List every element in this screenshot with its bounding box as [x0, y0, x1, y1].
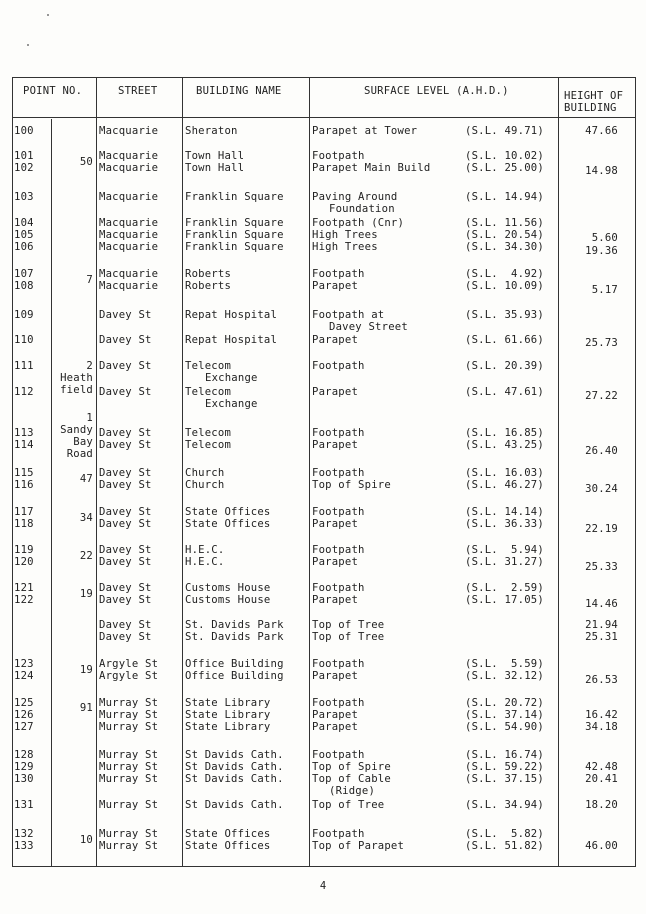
- scan-speck: [47, 14, 49, 16]
- street-name: Argyle St: [99, 670, 159, 682]
- point-number: 121: [14, 582, 34, 594]
- header-surface-level: SURFACE LEVEL (A.H.D.): [364, 85, 509, 97]
- header-building-name: BUILDING NAME: [196, 85, 282, 97]
- street-number: field: [60, 384, 93, 396]
- surface-description: Parapet: [312, 670, 359, 682]
- header-point-no: POINT NO.: [23, 85, 83, 97]
- building-name: Roberts: [185, 280, 232, 292]
- building-height: 5.60: [591, 232, 618, 244]
- street-name: Macquarie: [99, 162, 159, 174]
- point-number: 100: [14, 125, 34, 137]
- street-name: Murray St: [99, 697, 159, 709]
- street-name: Macquarie: [99, 150, 159, 162]
- header-height-line2: BUILDING: [564, 102, 617, 114]
- building-height: 21.94: [585, 619, 618, 631]
- point-number: 122: [14, 594, 34, 606]
- surface-level-value: (S.L. 31.27): [465, 556, 544, 568]
- building-height: 46.00: [585, 840, 618, 852]
- surface-description: Parapet: [312, 594, 359, 606]
- street-name: Davey St: [99, 582, 152, 594]
- street-number: 10: [79, 834, 93, 846]
- building-name: Roberts: [185, 268, 232, 280]
- surface-level-value: (S.L. 10.09): [465, 280, 544, 292]
- surface-description: Parapet: [312, 439, 359, 451]
- surface-description: Top of Spire: [312, 479, 391, 491]
- surface-level-value: (S.L. 35.93): [465, 309, 544, 321]
- street-name: Davey St: [99, 631, 152, 643]
- building-height: 25.33: [585, 561, 618, 573]
- surface-description: Parapet at Tower: [312, 125, 418, 137]
- street-name: Murray St: [99, 761, 159, 773]
- building-name: Church: [185, 479, 225, 491]
- building-name: St Davids Cath.: [185, 761, 284, 773]
- street-name: Macquarie: [99, 241, 159, 253]
- street-name: Davey St: [99, 518, 152, 530]
- column-divider: [12, 77, 13, 867]
- street-name: Murray St: [99, 773, 159, 785]
- surface-level-value: (S.L. 14.14): [465, 506, 544, 518]
- building-name: Franklin Square: [185, 241, 284, 253]
- building-name: Franklin Square: [185, 229, 284, 241]
- point-number: 118: [14, 518, 34, 530]
- street-name: Davey St: [99, 479, 152, 491]
- point-number: 124: [14, 670, 34, 682]
- building-name: H.E.C.: [185, 556, 225, 568]
- surface-level-value: (S.L. 14.94): [465, 191, 544, 203]
- scan-speck: [27, 44, 29, 46]
- street-name: Macquarie: [99, 217, 159, 229]
- surface-level-value: (S.L. 37.14): [465, 709, 544, 721]
- point-number: 104: [14, 217, 34, 229]
- point-number: 114: [14, 439, 34, 451]
- building-height: 18.20: [585, 799, 618, 811]
- column-divider: [558, 77, 559, 867]
- surface-level-value: (S.L. 2.59): [465, 582, 544, 594]
- street-number: 91: [79, 702, 93, 714]
- surface-description: Parapet: [312, 386, 359, 398]
- street-name: Murray St: [99, 840, 159, 852]
- building-height: 27.22: [585, 390, 618, 402]
- point-number: 119: [14, 544, 34, 556]
- surface-level-value: (S.L. 54.90): [465, 721, 544, 733]
- point-number: 112: [14, 386, 34, 398]
- building-name: Telecom: [185, 386, 232, 398]
- street-number: Sandy: [60, 424, 93, 436]
- building-name: State Offices: [185, 506, 271, 518]
- point-number: 101: [14, 150, 34, 162]
- header-bottom-border: [12, 117, 636, 118]
- surface-level-value: (S.L. 20.39): [465, 360, 544, 372]
- street-number: Bay: [73, 436, 93, 448]
- surface-description: Footpath: [312, 544, 365, 556]
- surface-description: Footpath at: [312, 309, 385, 321]
- street-name: Macquarie: [99, 229, 159, 241]
- building-name: St Davids Cath.: [185, 749, 284, 761]
- building-name-continued: Exchange: [205, 398, 258, 410]
- point-number: 113: [14, 427, 34, 439]
- building-name: State Library: [185, 709, 271, 721]
- building-height: 25.31: [585, 631, 618, 643]
- point-number: 129: [14, 761, 34, 773]
- header-height-line1: HEIGHT OF: [564, 90, 624, 102]
- point-number: 116: [14, 479, 34, 491]
- building-name: State Offices: [185, 840, 271, 852]
- street-number: 7: [86, 274, 93, 286]
- building-name: H.E.C.: [185, 544, 225, 556]
- street-name: Davey St: [99, 360, 152, 372]
- surface-level-value: (S.L. 4.92): [465, 268, 544, 280]
- point-number: 133: [14, 840, 34, 852]
- table-bottom-border: [12, 866, 636, 867]
- surface-level-value: (S.L. 46.27): [465, 479, 544, 491]
- building-height: 14.46: [585, 598, 618, 610]
- building-height: 20.41: [585, 773, 618, 785]
- page-number: 4: [319, 880, 327, 892]
- street-name: Davey St: [99, 386, 152, 398]
- building-height: 30.24: [585, 483, 618, 495]
- point-number: 107: [14, 268, 34, 280]
- building-name: State Library: [185, 697, 271, 709]
- street-name: Davey St: [99, 427, 152, 439]
- street-number: 19: [79, 588, 93, 600]
- street-name: Murray St: [99, 749, 159, 761]
- surface-description: Footpath (Cnr): [312, 217, 405, 229]
- street-number: 47: [79, 473, 93, 485]
- building-name-continued: Exchange: [205, 372, 258, 384]
- surface-description: Top of Tree: [312, 799, 385, 811]
- building-name: Church: [185, 467, 225, 479]
- surface-description: Footpath: [312, 697, 365, 709]
- street-number: 22: [79, 550, 93, 562]
- street-name: Davey St: [99, 439, 152, 451]
- column-divider: [182, 77, 183, 867]
- building-name: Office Building: [185, 670, 284, 682]
- surface-level-value: (S.L. 36.33): [465, 518, 544, 530]
- surface-description: Footpath: [312, 268, 365, 280]
- street-name: Davey St: [99, 544, 152, 556]
- street-name: Argyle St: [99, 658, 159, 670]
- column-divider: [309, 77, 310, 867]
- building-name: Sheraton: [185, 125, 238, 137]
- building-name: St Davids Cath.: [185, 773, 284, 785]
- surface-level-value: (S.L. 20.54): [465, 229, 544, 241]
- point-number: 103: [14, 191, 34, 203]
- street-name: Davey St: [99, 556, 152, 568]
- surface-description-continued: Davey Street: [329, 321, 408, 333]
- surface-description: High Trees: [312, 229, 378, 241]
- surface-description: Top of Spire: [312, 761, 391, 773]
- street-name: Macquarie: [99, 191, 159, 203]
- building-name: Franklin Square: [185, 217, 284, 229]
- surface-level-value: (S.L. 10.02): [465, 150, 544, 162]
- street-number: Heath: [60, 372, 93, 384]
- building-name: State Offices: [185, 828, 271, 840]
- street-number: 34: [79, 512, 93, 524]
- surface-level-value: (S.L. 5.94): [465, 544, 544, 556]
- surface-description: Footpath: [312, 749, 365, 761]
- point-number: 123: [14, 658, 34, 670]
- street-name: Davey St: [99, 467, 152, 479]
- street-name: Davey St: [99, 594, 152, 606]
- surface-description: Footpath: [312, 150, 365, 162]
- surface-description: Footpath: [312, 582, 365, 594]
- building-height: 16.42: [585, 709, 618, 721]
- point-number: 125: [14, 697, 34, 709]
- surface-description: Parapet: [312, 709, 359, 721]
- street-name: Macquarie: [99, 280, 159, 292]
- building-name: Repat Hospital: [185, 309, 278, 321]
- street-number: 19: [79, 664, 93, 676]
- surface-description: Parapet: [312, 721, 359, 733]
- street-name: Murray St: [99, 721, 159, 733]
- surface-level-value: (S.L. 16.74): [465, 749, 544, 761]
- point-number: 131: [14, 799, 34, 811]
- surface-description: High Trees: [312, 241, 378, 253]
- surface-level-value: (S.L. 20.72): [465, 697, 544, 709]
- survey-table: [12, 77, 636, 867]
- surface-description: Top of Parapet: [312, 840, 405, 852]
- street-name: Davey St: [99, 619, 152, 631]
- surface-level-value: (S.L. 47.61): [465, 386, 544, 398]
- header-street: STREET: [118, 85, 158, 97]
- point-number: 127: [14, 721, 34, 733]
- surface-level-value: (S.L. 34.94): [465, 799, 544, 811]
- building-height: 19.36: [585, 245, 618, 257]
- building-name: State Offices: [185, 518, 271, 530]
- surface-description-continued: Foundation: [329, 203, 395, 215]
- building-name: St. Davids Park: [185, 631, 284, 643]
- surface-description: Parapet: [312, 518, 359, 530]
- street-name: Macquarie: [99, 268, 159, 280]
- building-height: 47.66: [585, 125, 618, 137]
- surface-level-value: (S.L. 5.59): [465, 658, 544, 670]
- building-name: State Library: [185, 721, 271, 733]
- building-height: 5.17: [591, 284, 618, 296]
- point-number: 132: [14, 828, 34, 840]
- surface-description: Footpath: [312, 828, 365, 840]
- building-name: Town Hall: [185, 162, 245, 174]
- surface-level-value: (S.L. 11.56): [465, 217, 544, 229]
- surface-description-continued: (Ridge): [329, 785, 376, 797]
- surface-description: Footpath: [312, 360, 365, 372]
- surface-level-value: (S.L. 5.82): [465, 828, 544, 840]
- building-height: 22.19: [585, 523, 618, 535]
- street-number: Road: [66, 448, 93, 460]
- building-name: St. Davids Park: [185, 619, 284, 631]
- surface-level-value: (S.L. 61.66): [465, 334, 544, 346]
- surface-level-value: (S.L. 25.00): [465, 162, 544, 174]
- building-height: 25.73: [585, 337, 618, 349]
- surface-description: Top of Cable: [312, 773, 391, 785]
- point-number: 111: [14, 360, 34, 372]
- point-number: 102: [14, 162, 34, 174]
- building-name: Customs House: [185, 582, 271, 594]
- building-name: Telecom: [185, 439, 232, 451]
- surface-level-value: (S.L. 16.03): [465, 467, 544, 479]
- street-name: Davey St: [99, 334, 152, 346]
- surface-description: Footpath: [312, 506, 365, 518]
- point-number: 120: [14, 556, 34, 568]
- surface-description: Footpath: [312, 658, 365, 670]
- building-name: Telecom: [185, 427, 232, 439]
- street-name: Murray St: [99, 828, 159, 840]
- point-number: 130: [14, 773, 34, 785]
- point-number: 115: [14, 467, 34, 479]
- point-number: 117: [14, 506, 34, 518]
- building-name: Franklin Square: [185, 191, 284, 203]
- surface-description: Top of Tree: [312, 619, 385, 631]
- surface-level-value: (S.L. 37.15): [465, 773, 544, 785]
- street-number: 2: [86, 360, 93, 372]
- point-number: 110: [14, 334, 34, 346]
- column-divider: [635, 77, 636, 867]
- column-divider: [96, 77, 97, 867]
- surface-level-value: (S.L. 49.71): [465, 125, 544, 137]
- surface-level-value: (S.L. 32.12): [465, 670, 544, 682]
- building-name: Town Hall: [185, 150, 245, 162]
- surface-description: Parapet Main Build: [312, 162, 431, 174]
- point-number: 105: [14, 229, 34, 241]
- building-height: 34.18: [585, 721, 618, 733]
- surface-description: Paving Around: [312, 191, 398, 203]
- surface-level-value: (S.L. 16.85): [465, 427, 544, 439]
- surface-level-value: (S.L. 34.30): [465, 241, 544, 253]
- point-number-inner-divider: [51, 119, 52, 867]
- building-name: Telecom: [185, 360, 232, 372]
- building-height: 42.48: [585, 761, 618, 773]
- street-number: 50: [79, 156, 93, 168]
- surface-description: Footpath: [312, 467, 365, 479]
- street-name: Macquarie: [99, 125, 159, 137]
- point-number: 126: [14, 709, 34, 721]
- building-height: 26.53: [585, 674, 618, 686]
- surface-description: Parapet: [312, 280, 359, 292]
- building-name: Office Building: [185, 658, 284, 670]
- surface-level-value: (S.L. 43.25): [465, 439, 544, 451]
- surface-level-value: (S.L. 51.82): [465, 840, 544, 852]
- street-number: 1: [86, 412, 93, 424]
- surface-description: Footpath: [312, 427, 365, 439]
- table-top-border: [12, 77, 636, 78]
- surface-description: Parapet: [312, 556, 359, 568]
- street-name: Davey St: [99, 309, 152, 321]
- point-number: 106: [14, 241, 34, 253]
- street-name: Murray St: [99, 709, 159, 721]
- building-height: 26.40: [585, 445, 618, 457]
- point-number: 108: [14, 280, 34, 292]
- surface-description: Parapet: [312, 334, 359, 346]
- surface-level-value: (S.L. 59.22): [465, 761, 544, 773]
- surface-description: Top of Tree: [312, 631, 385, 643]
- street-name: Murray St: [99, 799, 159, 811]
- point-number: 128: [14, 749, 34, 761]
- building-name: Customs House: [185, 594, 271, 606]
- building-name: Repat Hospital: [185, 334, 278, 346]
- street-name: Davey St: [99, 506, 152, 518]
- building-height: 14.98: [585, 165, 618, 177]
- surface-level-value: (S.L. 17.05): [465, 594, 544, 606]
- point-number: 109: [14, 309, 34, 321]
- building-name: St Davids Cath.: [185, 799, 284, 811]
